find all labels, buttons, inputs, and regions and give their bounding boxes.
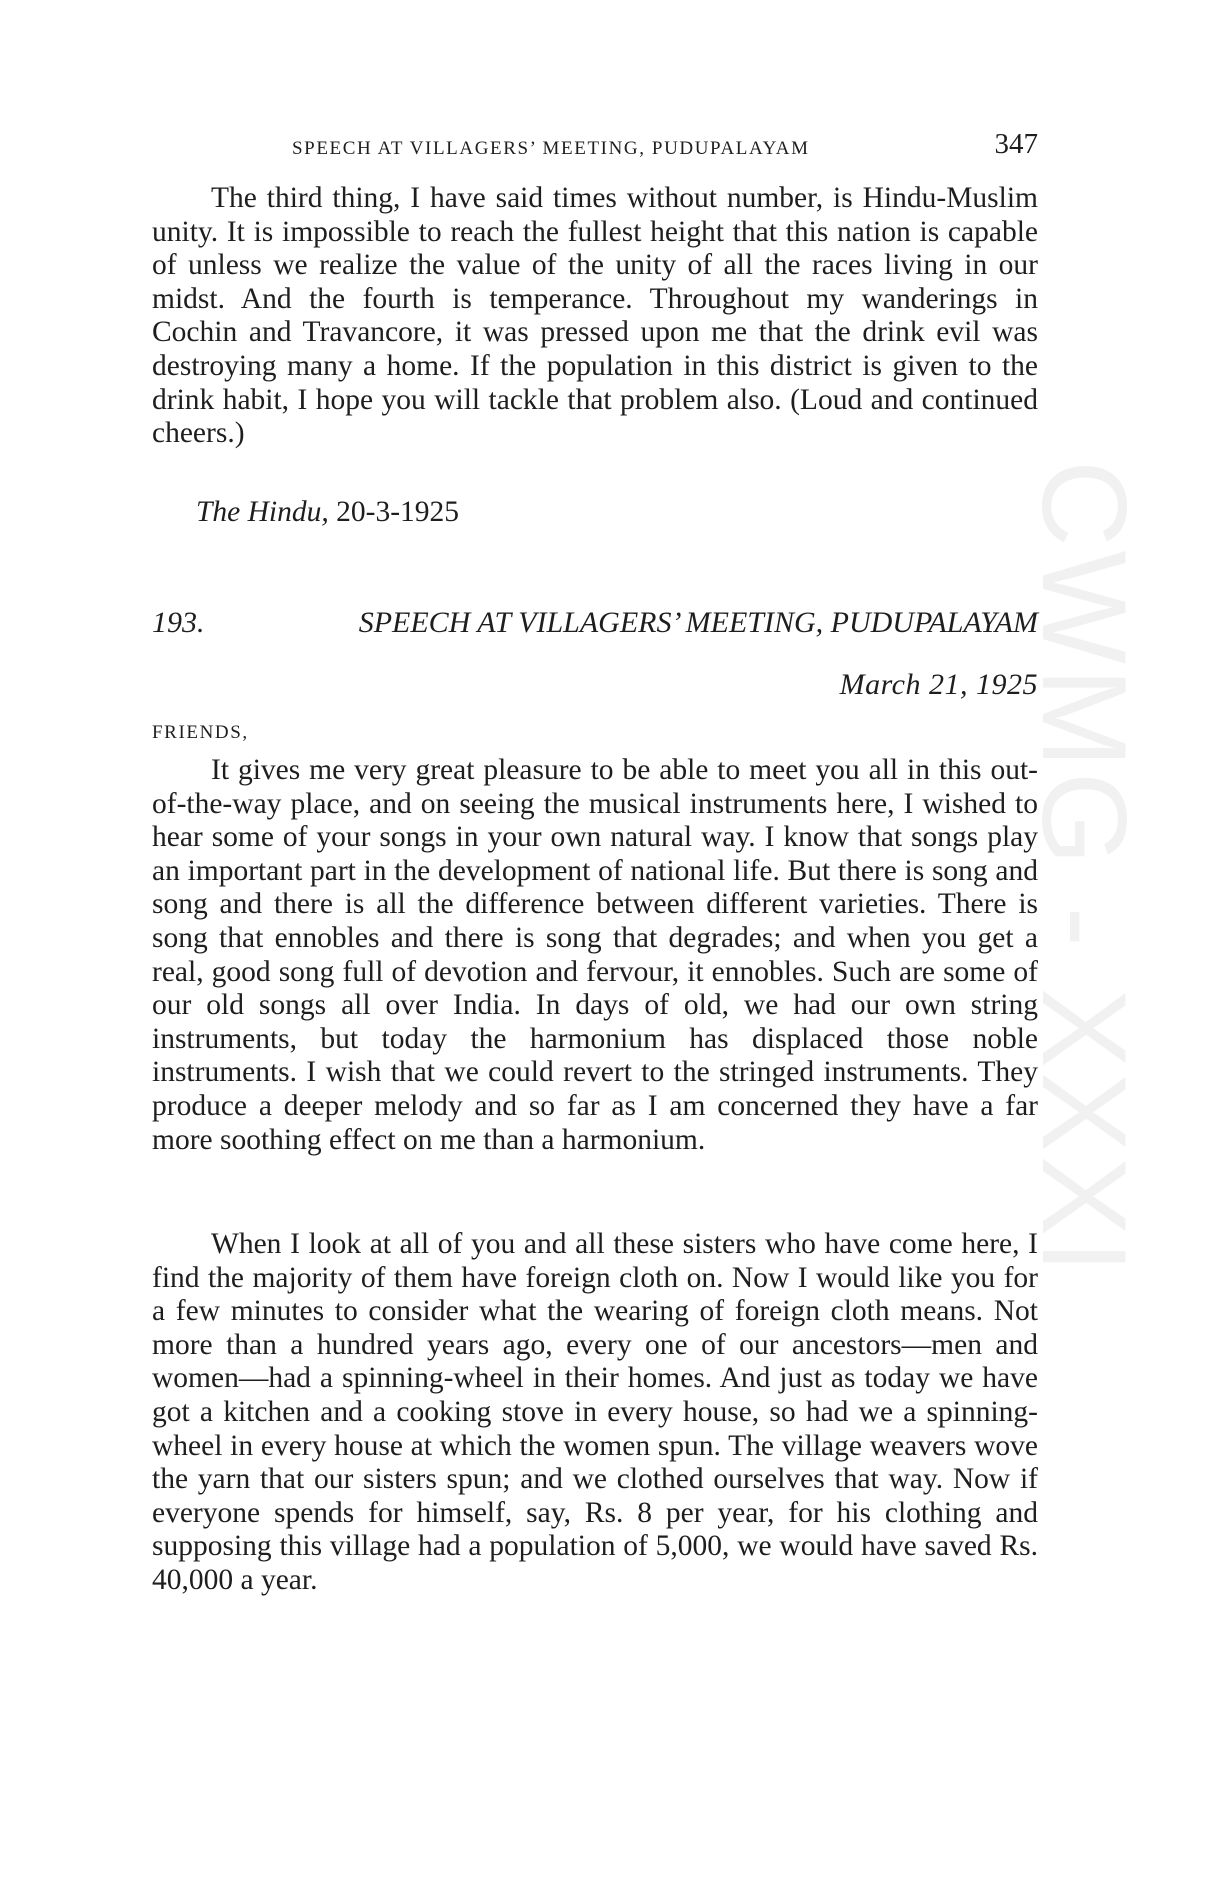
document-date: March 21, 1925 [839, 668, 1038, 701]
paragraph: When I look at all of you and all these sisters who have come here, I find the majority of them have foreign cloth on. Now I would like you for a few minutes to consider what the wearing of foreign cloth means. Not more than a hundred years ago, every one of our ancestors—men and women—had a spinning-wheel in their homes. And just as today we have got a kitchen and a cooking stove in every house, so had we a spinning-wheel in every house at which the women spun. The village weavers wove the yarn that our sisters spun; and we clothed ourselves that way. Now if everyone spends for himself, say, Rs. 8 per year, for his clothing and supposing this village had a population of 5,000, we would have saved Rs. 40,000 a year. [152, 1228, 1038, 1596]
paragraph: It gives me very great pleasure to be able to meet you all in this out-of-the-way place, and on seeing the musical instruments here, I wished to hear some of your songs in your own natural way. I know that songs play an important part in the development of national life. But there is song and song and there is all the difference between different varieties. There is song that ennobles and there is song that degrades; and when you get a real, good song full of devotion and fervour, it ennobles. Such are some of our old songs all over India. In days of old, we had our own string instruments, but today the harmonium has displaced those noble instruments. I wish that we could revert to the stringed instruments. They produce a deeper melody and so far as I am concerned they have a far more soothing effect on me than a harmonium. [152, 754, 1038, 1156]
paragraph-block-3 [152, 1228, 1038, 1598]
source-citation [196, 496, 459, 529]
watermark: CWMG - XXXI [1017, 460, 1151, 1278]
paragraph-block-1 [152, 182, 1038, 451]
document-title: SPEECH AT VILLAGERS’ MEETING, PUDUPALAYAM [358, 606, 1038, 639]
source-publication: The Hindu, [196, 496, 329, 528]
source-date: 20-3-1925 [336, 496, 460, 528]
salutation: FRIENDS, [152, 722, 249, 743]
page-number: 347 [994, 128, 1038, 160]
running-head: SPEECH AT VILLAGERS’ MEETING, PUDUPALAYAM [292, 138, 810, 159]
page-header [152, 128, 1038, 168]
paragraph: The third thing, I have said times without number, is Hindu-Muslim unity. It is impossible to reach the fullest height that this nation is capable of unless we realize the value of the unity of all the races living in our midst. And the fourth is temperance. Throughout my wanderings in Cochin and Travancore, it was pressed upon me that the drink evil was destroying many a home. If the population in this district is given to the drink habit, I hope you will tackle that problem also. (Loud and continued cheers.) [152, 182, 1038, 450]
document-number: 193. [152, 606, 205, 639]
document-heading [152, 606, 1038, 640]
paragraph-block-2 [152, 754, 1038, 1157]
